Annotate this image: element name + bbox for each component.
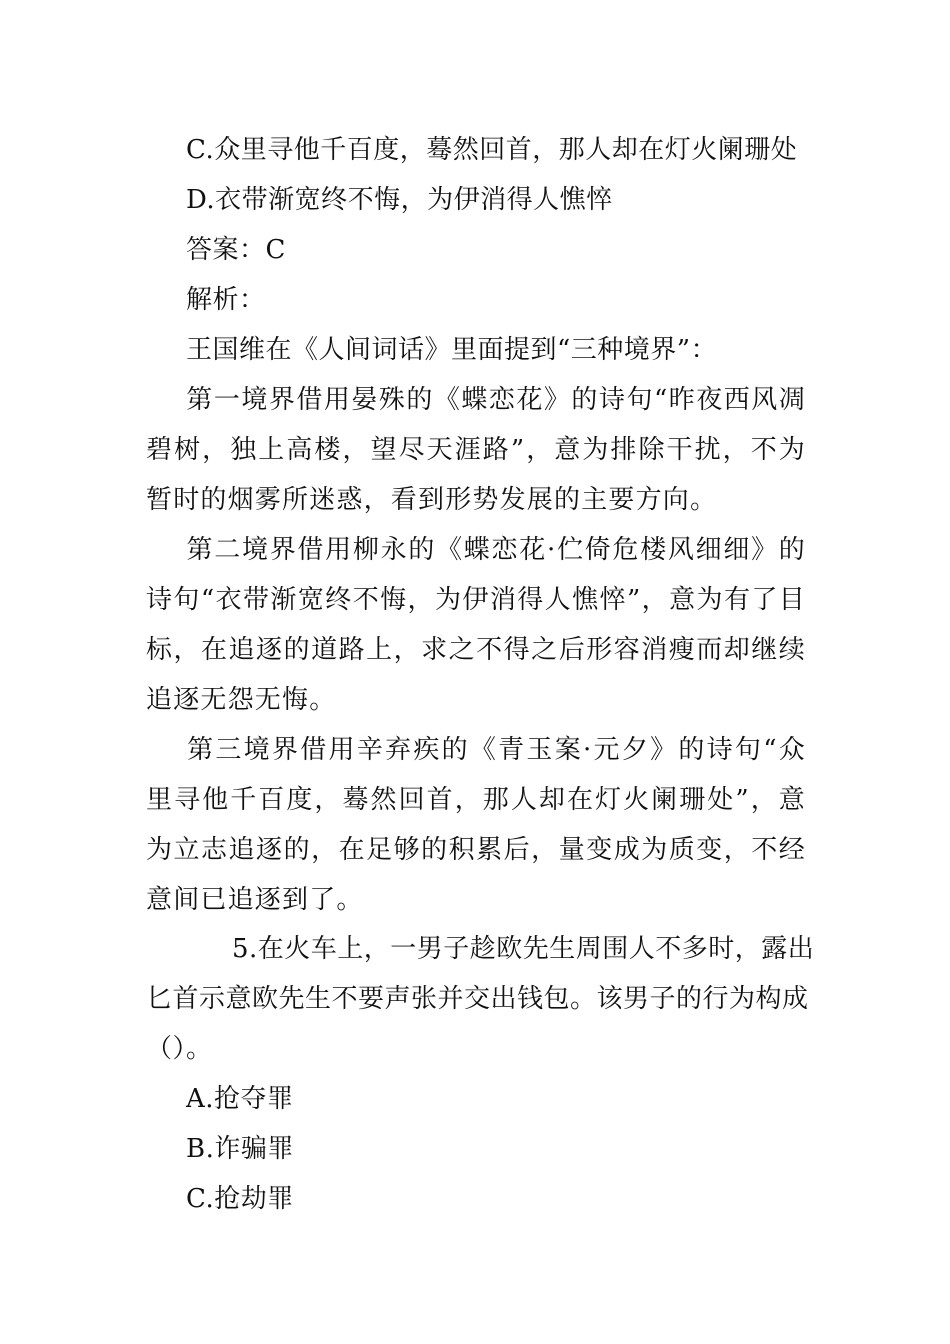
realm-3-paragraph [146,725,806,925]
analysis-intro: 王国维在《人间词话》里面提到“三种境界”： [186,335,718,365]
realm-1-text: 第一境界借用晏殊的《蝶恋花》的诗句“昨夜西风凋碧树，独上高楼，望尽天涯路”，意为排除干扰，不为暂时的烟雾所迷惑，看到形势发展的主要方向。 [146,385,806,515]
answer: 答案：C [186,235,286,265]
option-c-prev: C.众里寻他千百度，蓦然回首，那人却在灯火阑珊处 [186,135,798,165]
question-5-option-c: C.抢劫罪 [186,1184,294,1214]
realm-2-paragraph [146,525,806,725]
option-d-prev: D.衣带渐宽终不悔，为伊消得人憔悴 [186,185,613,215]
realm-1-paragraph [146,375,806,525]
question-5-option-b: B.诈骗罪 [186,1134,294,1164]
analysis-label: 解析： [186,285,266,315]
realm-3-text: 第三境界借用辛弃疾的《青玉案·元夕》的诗句“众里寻他千百度，蓦然回首，那人却在灯火阑珊处”，意为立志追逐的，在足够的积累后，量变成为质变，不经意间已追逐到了。 [146,735,806,915]
realm-2-text: 第二境界借用柳永的《蝶恋花·伫倚危楼风细细》的诗句“衣带渐宽终不悔，为伊消得人憔悴”，意为有了目标，在追逐的道路上，求之不得之后形容消瘦而却继续追逐无怨无悔。 [146,535,806,715]
question-5-stem-line-2: 匕首示意欧先生不要声张并交出钱包。该男子的行为构成 [146,984,809,1014]
question-5-stem-line-1: 5.在火车上，一男子趁欧先生周围人不多时，露出 [232,934,815,964]
question-5-option-a: A.抢夺罪 [186,1084,294,1114]
question-5-stem-line-3: （）。 [146,1034,213,1064]
